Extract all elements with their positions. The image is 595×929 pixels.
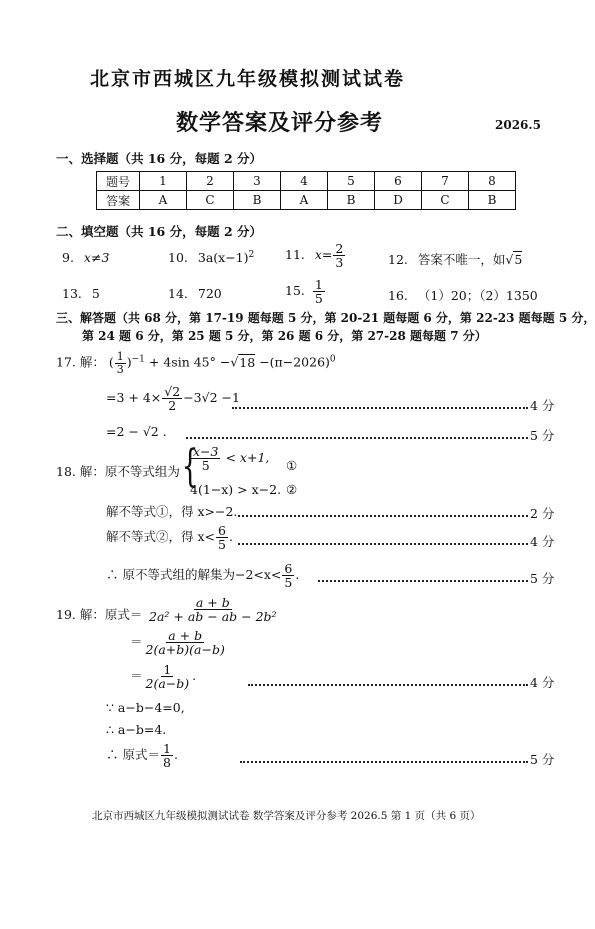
- q11: [285, 242, 346, 269]
- q17-line2-tail: −3√2 −1: [183, 390, 240, 406]
- q10-answer: 3a(x−1): [197, 250, 249, 266]
- q18-conclusion: ∴ 原不等式组的解集为−2<x< $\frac{6}{5}$ .: [106, 561, 300, 591]
- section-solve-heading-2: 第 24 题 6 分，第 25 题 5 分，第 26 题 6 分，第 27-28 题每题 7 分）: [82, 329, 487, 343]
- q11-number: 11.: [285, 247, 305, 263]
- q12-text: 答案不唯一，如: [417, 252, 506, 267]
- table-cell: 4: [281, 172, 328, 191]
- q19-label: 19. 解：原式＝: [56, 607, 143, 622]
- q19-therefore2-head: ∴ 原式＝: [106, 747, 160, 763]
- score-leader: [186, 437, 528, 439]
- table-row-numbers: [97, 172, 516, 191]
- brace-symbol: {: [181, 441, 199, 492]
- q11-denominator: 3: [335, 255, 344, 271]
- q18-inequality-1: [190, 445, 269, 472]
- q11-fraction: [333, 242, 345, 269]
- table-cell: 答案: [97, 191, 140, 210]
- q18-ineq1-num: x−3: [193, 444, 219, 459]
- q17-root: 18: [239, 354, 256, 370]
- q17-base-num: 1: [116, 350, 124, 363]
- table-cell: B: [469, 191, 516, 210]
- q17-base-exp: −1: [131, 354, 145, 365]
- q17-base-fraction: [115, 351, 126, 375]
- q15-numerator: 1: [314, 277, 323, 292]
- q17-score-2: 5 分: [530, 428, 555, 443]
- table-cell: 8: [469, 172, 516, 191]
- q17-line2-den: 2: [168, 398, 177, 414]
- q10-number: 10.: [168, 250, 188, 266]
- q9: [62, 250, 109, 265]
- table-cell: 3: [234, 172, 281, 191]
- q17-line2-fraction: [162, 385, 182, 412]
- page-footer: 北京市西城区九年级模拟测试试卷 数学答案及评分参考 2026.5 第 1 页（共 6 页）: [92, 810, 481, 822]
- q12: 12. 答案不唯一，如√5: [388, 252, 523, 267]
- q18-solve2-head: 解不等式②，得 x<: [106, 529, 215, 545]
- q18-solve2-fraction: [216, 524, 228, 551]
- q17-line1: 17. 解： ( $\frac{1}{3}$ )$^{-1}$ + 4sin $45^\circ -√18 -(\pi-2026)^0$: [56, 350, 336, 376]
- school-title: 北京市西城区九年级模拟测试试卷: [90, 68, 406, 90]
- q18-score-3: 5 分: [530, 571, 555, 586]
- q12-radicand: 5: [514, 252, 523, 267]
- table-cell: 5: [328, 172, 375, 191]
- table-cell: 1: [140, 172, 187, 191]
- q17-line2-head: =3 + 4×: [106, 390, 162, 406]
- q13-answer: 5: [91, 286, 100, 301]
- q19-score-2: 5 分: [530, 752, 555, 767]
- q10: [168, 250, 254, 265]
- q18-conclusion-head: ∴ 原不等式组的解集为−2<x<: [106, 567, 282, 583]
- table-cell: A: [281, 191, 328, 210]
- q19-step2-num: a + b: [168, 628, 203, 643]
- q15-number: 15.: [285, 283, 305, 299]
- q18-mark-1: ①: [286, 458, 298, 473]
- score-leader: [238, 543, 528, 545]
- table-cell: 6: [375, 172, 422, 191]
- section-choice-heading: 一、选择题（共 16 分，每题 2 分）: [56, 151, 263, 166]
- q19-score-1: 4 分: [530, 675, 555, 690]
- q12-number: 12.: [388, 252, 408, 267]
- table-cell: 7: [422, 172, 469, 191]
- table-cell: B: [234, 191, 281, 210]
- q19-result-num: 1: [162, 741, 171, 756]
- q18-ineq1-den: 5: [201, 458, 210, 474]
- q17-line3: =2 − √2 .: [106, 424, 167, 439]
- q16-number: 16.: [388, 288, 408, 303]
- q18-solve2-den: 5: [218, 537, 226, 553]
- q19-step1-num: a + b: [195, 595, 230, 610]
- q18-score-2: 4 分: [530, 534, 555, 549]
- score-leader: [232, 407, 528, 409]
- answer-table: [96, 171, 516, 210]
- table-cell: 2: [187, 172, 234, 191]
- q17-label: 17. 解：: [56, 354, 105, 370]
- section-solve-heading-1: 三、解答题（共 68 分，第 17-19 题每题 5 分，第 20-21 题每题 6 分，第 22-23 题每题 5 分，: [56, 311, 595, 325]
- table-cell: C: [187, 191, 234, 210]
- q18-solve2-num: 6: [218, 523, 226, 538]
- q17-score-1: 4 分: [530, 398, 555, 413]
- table-cell: A: [140, 191, 187, 210]
- q16: [388, 286, 538, 304]
- q15-denominator: 5: [314, 291, 323, 307]
- q11-numerator: 2: [335, 241, 344, 256]
- q18-conclusion-den: 5: [284, 575, 293, 591]
- q19-result-den: 8: [162, 755, 171, 771]
- q18-solve-1: 解不等式①，得 x>−2.: [106, 504, 238, 519]
- doc-date: 2026.5: [495, 118, 541, 132]
- q19-step3-den: 2(a−b): [145, 676, 190, 692]
- table-cell: C: [422, 191, 469, 210]
- section-fill-heading: 二、填空题（共 16 分，每题 2 分）: [56, 224, 263, 239]
- q10-exponent: 2: [248, 250, 255, 260]
- q17-line2: [106, 385, 240, 412]
- q17-pi-term: −(π−2026): [259, 354, 330, 370]
- q9-answer: x≠3: [83, 250, 110, 265]
- q18-mark-2: ②: [286, 482, 298, 497]
- q18-inequality-2: 4(1−x) > x−2.: [190, 482, 282, 497]
- table-cell: D: [375, 191, 422, 210]
- doc-title: 数学答案及评分参考: [176, 110, 384, 136]
- q9-number: 9.: [62, 250, 74, 265]
- q19-because: ∵ a−b−4=0,: [106, 700, 185, 715]
- q18-label: 18. 解：原不等式组为: [56, 464, 180, 479]
- q19-step2-den: 2(a+b)(a−b): [145, 642, 225, 658]
- q13: [62, 286, 100, 301]
- score-leader: [318, 580, 528, 582]
- q18-conclusion-num: 6: [284, 561, 293, 576]
- q17-line2-num: √2: [164, 384, 181, 399]
- q14-number: 14.: [168, 286, 188, 301]
- q11-lhs: x=: [314, 247, 333, 263]
- q14: [168, 286, 222, 301]
- q18-conclusion-fraction: [282, 562, 294, 589]
- q19-result-fraction: [161, 742, 173, 769]
- q18-score-1: 2 分: [530, 506, 555, 521]
- q19-step3-num: 1: [163, 662, 172, 677]
- q13-number: 13.: [62, 286, 82, 301]
- q18-ineq1-fraction: [191, 445, 220, 472]
- q19-step-1: [146, 596, 280, 623]
- score-leader: [248, 684, 528, 686]
- q18-solve-2: 解不等式②，得 x< $\frac{6}{5}$ .: [106, 523, 233, 553]
- score-leader: [240, 761, 528, 763]
- q19-step3-fraction: [144, 663, 192, 690]
- q19-step-3: ＝ $\frac{1}{2(a-b)}$ .: [130, 662, 197, 692]
- q15: [285, 278, 326, 305]
- q14-answer: 720: [197, 286, 222, 301]
- q17-line1-tail: + 4sin 45° −: [148, 354, 231, 370]
- q17-base-den: 3: [116, 362, 124, 376]
- q19-step1-fraction: [147, 596, 279, 623]
- q19-therefore-2: ∴ 原式＝ $\frac{1}{8}$ .: [106, 741, 178, 771]
- table-cell: B: [328, 191, 375, 210]
- q19-step1-den: 2a² + ab − ab − 2b²: [149, 609, 277, 625]
- q16-answer: （1）20；（2）1350: [417, 288, 538, 303]
- q19-therefore-1: ∴ a−b=4.: [106, 722, 167, 737]
- q19-step-2: ＝ $\frac{a + b}{2(a+b)(a-b)}$: [130, 628, 225, 658]
- q15-fraction: [313, 278, 325, 305]
- score-leader: [238, 515, 528, 517]
- q19-step2-fraction: [144, 629, 227, 656]
- table-row-answers: [97, 191, 516, 210]
- q18-ineq1-tail: < x+1,: [225, 450, 270, 466]
- table-cell: 题号: [97, 172, 140, 191]
- q17-pi-exp: 0: [329, 354, 336, 365]
